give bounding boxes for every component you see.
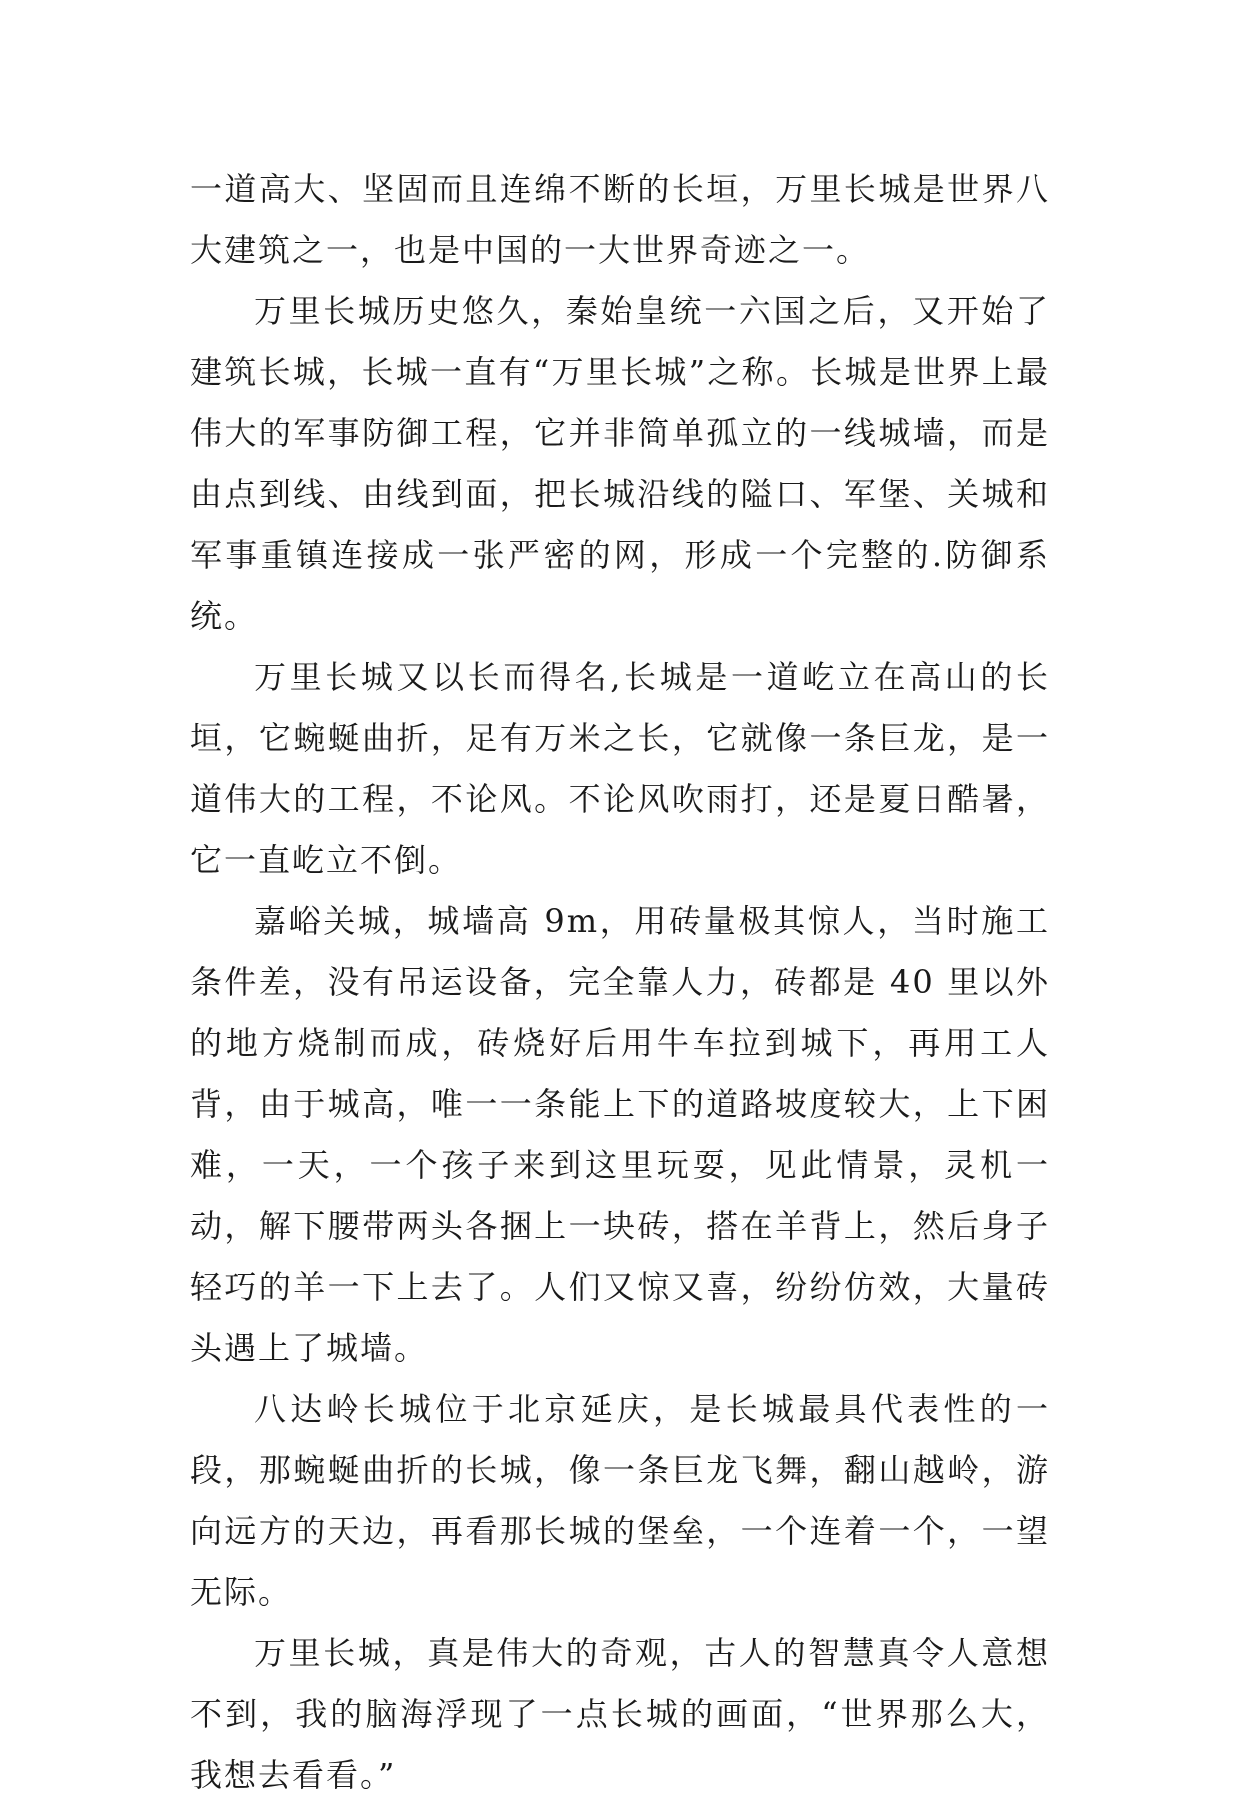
paragraph-continuation: 一道高大、坚固而且连绵不断的长垣，万里长城是世界八大建筑之一，也是中国的一大世界奇迹之一。 [190, 170, 1050, 269]
paragraph-length: 万里长城又以长而得名,长城是一道屹立在高山的长垣，它蜿蜒曲折，足有万米之长，它就像一条巨龙，是一道伟大的工程，不论风。不论风吹雨打，还是夏日酷暑，它一直屹立不倒。 [190, 658, 1050, 879]
paragraph-jiayuguan: 嘉峪关城，城墙高 9m，用砖量极其惊人，当时施工条件差，没有吊运设备，完全靠人力，砖都是 40 里以外的地方烧制而成，砖烧好后用牛车拉到城下，再用工人背，由于城高，唯一一条能上下的道路坡度较大，上下困难，一天，一个孩子来到这里玩耍，见此情景，灵机一动，解下腰带两头各捆上一块砖，搭在羊背上，然后身子轻巧的羊一下上去了。人们又惊又喜，纷纷仿效，大量砖头遇上了城墙。 [190, 902, 1050, 1367]
essay-body [190, 159, 1050, 1806]
paragraph-conclusion: 万里长城，真是伟大的奇观，古人的智慧真令人意想不到，我的脑海浮现了一点长城的画面，“世界那么大，我想去看看。” [190, 1634, 1050, 1794]
paragraph-history: 万里长城历史悠久，秦始皇统一六国之后，又开始了建筑长城，长城一直有“万里长城”之称。长城是世界上最伟大的军事防御工程，它并非简单孤立的一线城墙，而是由点到线、由线到面，把长城沿线的隘口、军堡、关城和军事重镇连接成一张严密的网，形成一个完整的.防御系统。 [190, 292, 1050, 635]
paragraph-badaling: 八达岭长城位于北京延庆，是长城最具代表性的一段，那蜿蜒曲折的长城，像一条巨龙飞舞，翻山越岭，游向远方的天边，再看那长城的堡垒，一个连着一个，一望无际。 [190, 1390, 1050, 1611]
